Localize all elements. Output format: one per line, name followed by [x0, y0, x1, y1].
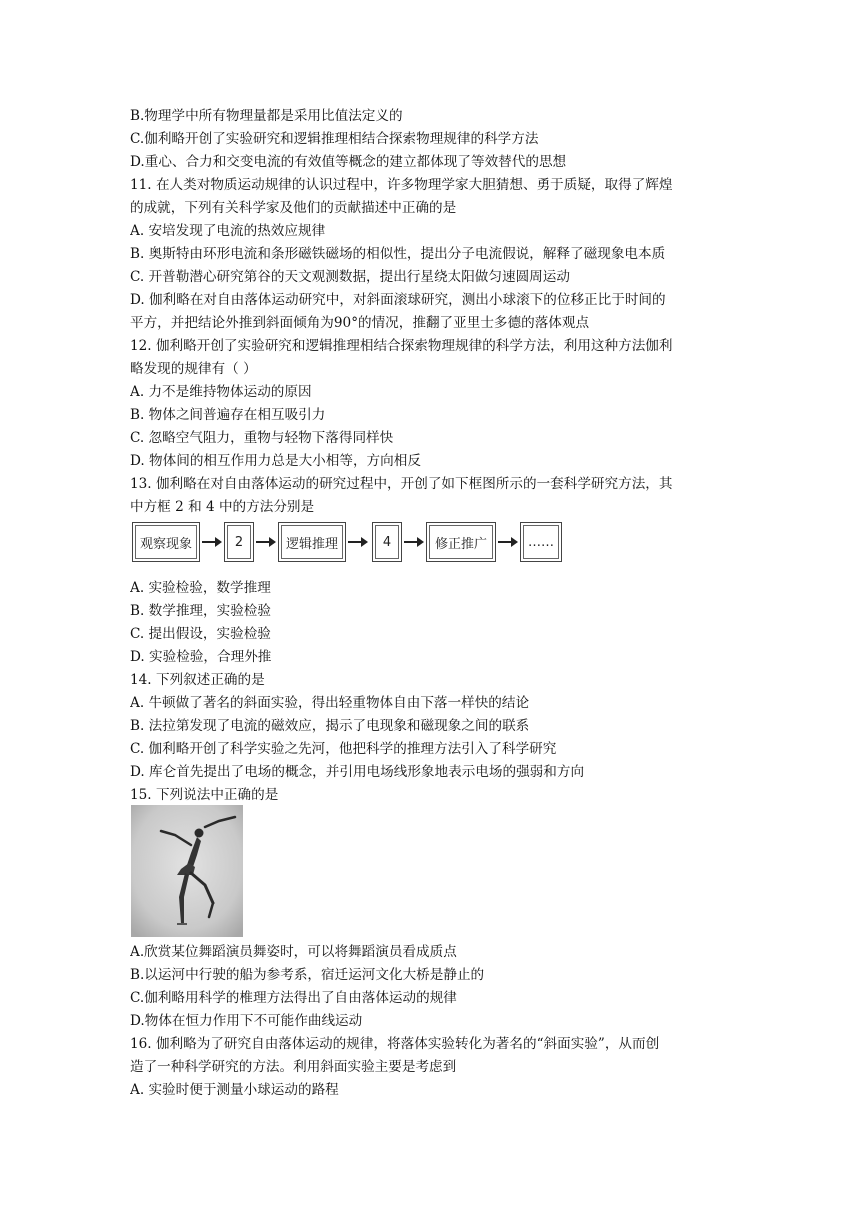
option-d: D. 库仑首先提出了电场的概念，并引用电场线形象地表示电场的强弱和方向	[130, 764, 585, 780]
option-b: B. 法拉第发现了电流的磁效应，揭示了电现象和磁现象之间的联系	[130, 718, 530, 734]
arrow-icon	[256, 541, 274, 543]
question-16-stem: 造了一种科学研究的方法。利用斜面实验主要是考虑到	[130, 1059, 457, 1075]
option-d: D.物体在恒力作用下不可能作曲线运动	[130, 1013, 363, 1029]
question-11-stem: 的成就，下列有关科学家及他们的贡献描述中正确的是	[130, 200, 457, 216]
option-a: A. 力不是维持物体运动的原因	[130, 384, 312, 400]
flow-box-reasoning: 逻辑推理	[278, 522, 346, 562]
option-b: B. 数学推理，实验检验	[130, 603, 271, 619]
question-14-stem: 14. 下列叙述正确的是	[130, 672, 265, 688]
question-16-stem: 16. 伽利略为了研究自由落体运动的规律，将落体实验转化为著名的“斜面实验”，从而创	[130, 1036, 660, 1052]
flow-box-2: 2	[224, 522, 254, 562]
question-11-stem: 11. 在人类对物质运动规律的认识过程中，许多物理学家大胆猜想、勇于质疑，取得了辉煌	[130, 177, 673, 193]
text-line: D.重心、合力和交变电流的有效值等概念的建立都体现了等效替代的思想	[130, 154, 567, 170]
arrow-icon	[202, 541, 220, 543]
option-a: A. 实验时便于测量小球运动的路程	[130, 1082, 339, 1098]
option-a: A.欣赏某位舞蹈演员舞姿时，可以将舞蹈演员看成质点	[130, 944, 457, 960]
option-c: C. 开普勒潜心研究第谷的天文观测数据，提出行星绕太阳做匀速圆周运动	[130, 269, 570, 285]
option-d: D. 实验检验，合理外推	[130, 649, 272, 665]
option-a: A. 实验检验，数学推理	[130, 580, 271, 596]
option-b: B. 奥斯特由环形电流和条形磁铁磁场的相似性，提出分子电流假说，解释了磁现象电本质	[130, 246, 666, 262]
text-line: B.物理学中所有物理量都是采用比值法定义的	[130, 108, 403, 124]
flow-box-observe: 观察现象	[132, 522, 200, 562]
option-c: C. 伽利略开创了科学实验之先河，他把科学的推理方法引入了科学研究	[130, 741, 557, 757]
question-12-stem: 略发现的规律有（ ）	[130, 361, 257, 377]
flow-box-revise: 修正推广	[426, 522, 496, 562]
ballet-dancer-photo-icon	[131, 805, 243, 937]
option-c: C.伽利略用科学的椎理方法得出了自由落体运动的规律	[130, 990, 457, 1006]
arrow-icon	[404, 541, 422, 543]
option-b: B.以运河中行驶的船为参考系，宿迁运河文化大桥是静止的	[130, 967, 485, 983]
flow-box-ellipsis: ……	[520, 522, 562, 562]
option-a: A. 牛顿做了著名的斜面实验，得出轻重物体自由下落一样快的结论	[130, 695, 530, 711]
method-flowchart	[130, 520, 570, 566]
option-c: C. 忽略空气阻力，重物与轻物下落得同样快	[130, 430, 394, 446]
text-line: C.伽利略开创了实验研究和逻辑推理相结合探索物理规律的科学方法	[130, 131, 539, 147]
arrow-icon	[348, 541, 366, 543]
option-d: D. 物体间的相互作用力总是大小相等，方向相反	[130, 453, 421, 469]
option-c: C. 提出假设，实验检验	[130, 626, 271, 642]
flow-box-4: 4	[372, 522, 402, 562]
question-13-stem: 13. 伽利略在对自由落体运动的研究过程中，开创了如下框图所示的一套科学研究方法，其	[130, 476, 673, 492]
arrow-icon	[498, 541, 516, 543]
option-a: A. 安培发现了电流的热效应规律	[130, 223, 326, 239]
option-d: 平方，并把结论外推到斜面倾角为90°的情况，推翻了亚里士多德的落体观点	[130, 315, 590, 331]
option-b: B. 物体之间普遍存在相互吸引力	[130, 407, 326, 423]
question-13-stem: 中方框 2 和 4 中的方法分别是	[130, 499, 315, 515]
option-d: D. 伽利略在对自由落体运动研究中，对斜面滚球研究，测出小球滚下的位移正比于时间的	[130, 292, 666, 308]
question-12-stem: 12. 伽利略开创了实验研究和逻辑推理相结合探索物理规律的科学方法，利用这种方法伽利	[130, 338, 673, 354]
question-15-stem: 15. 下列说法中正确的是	[130, 787, 279, 803]
